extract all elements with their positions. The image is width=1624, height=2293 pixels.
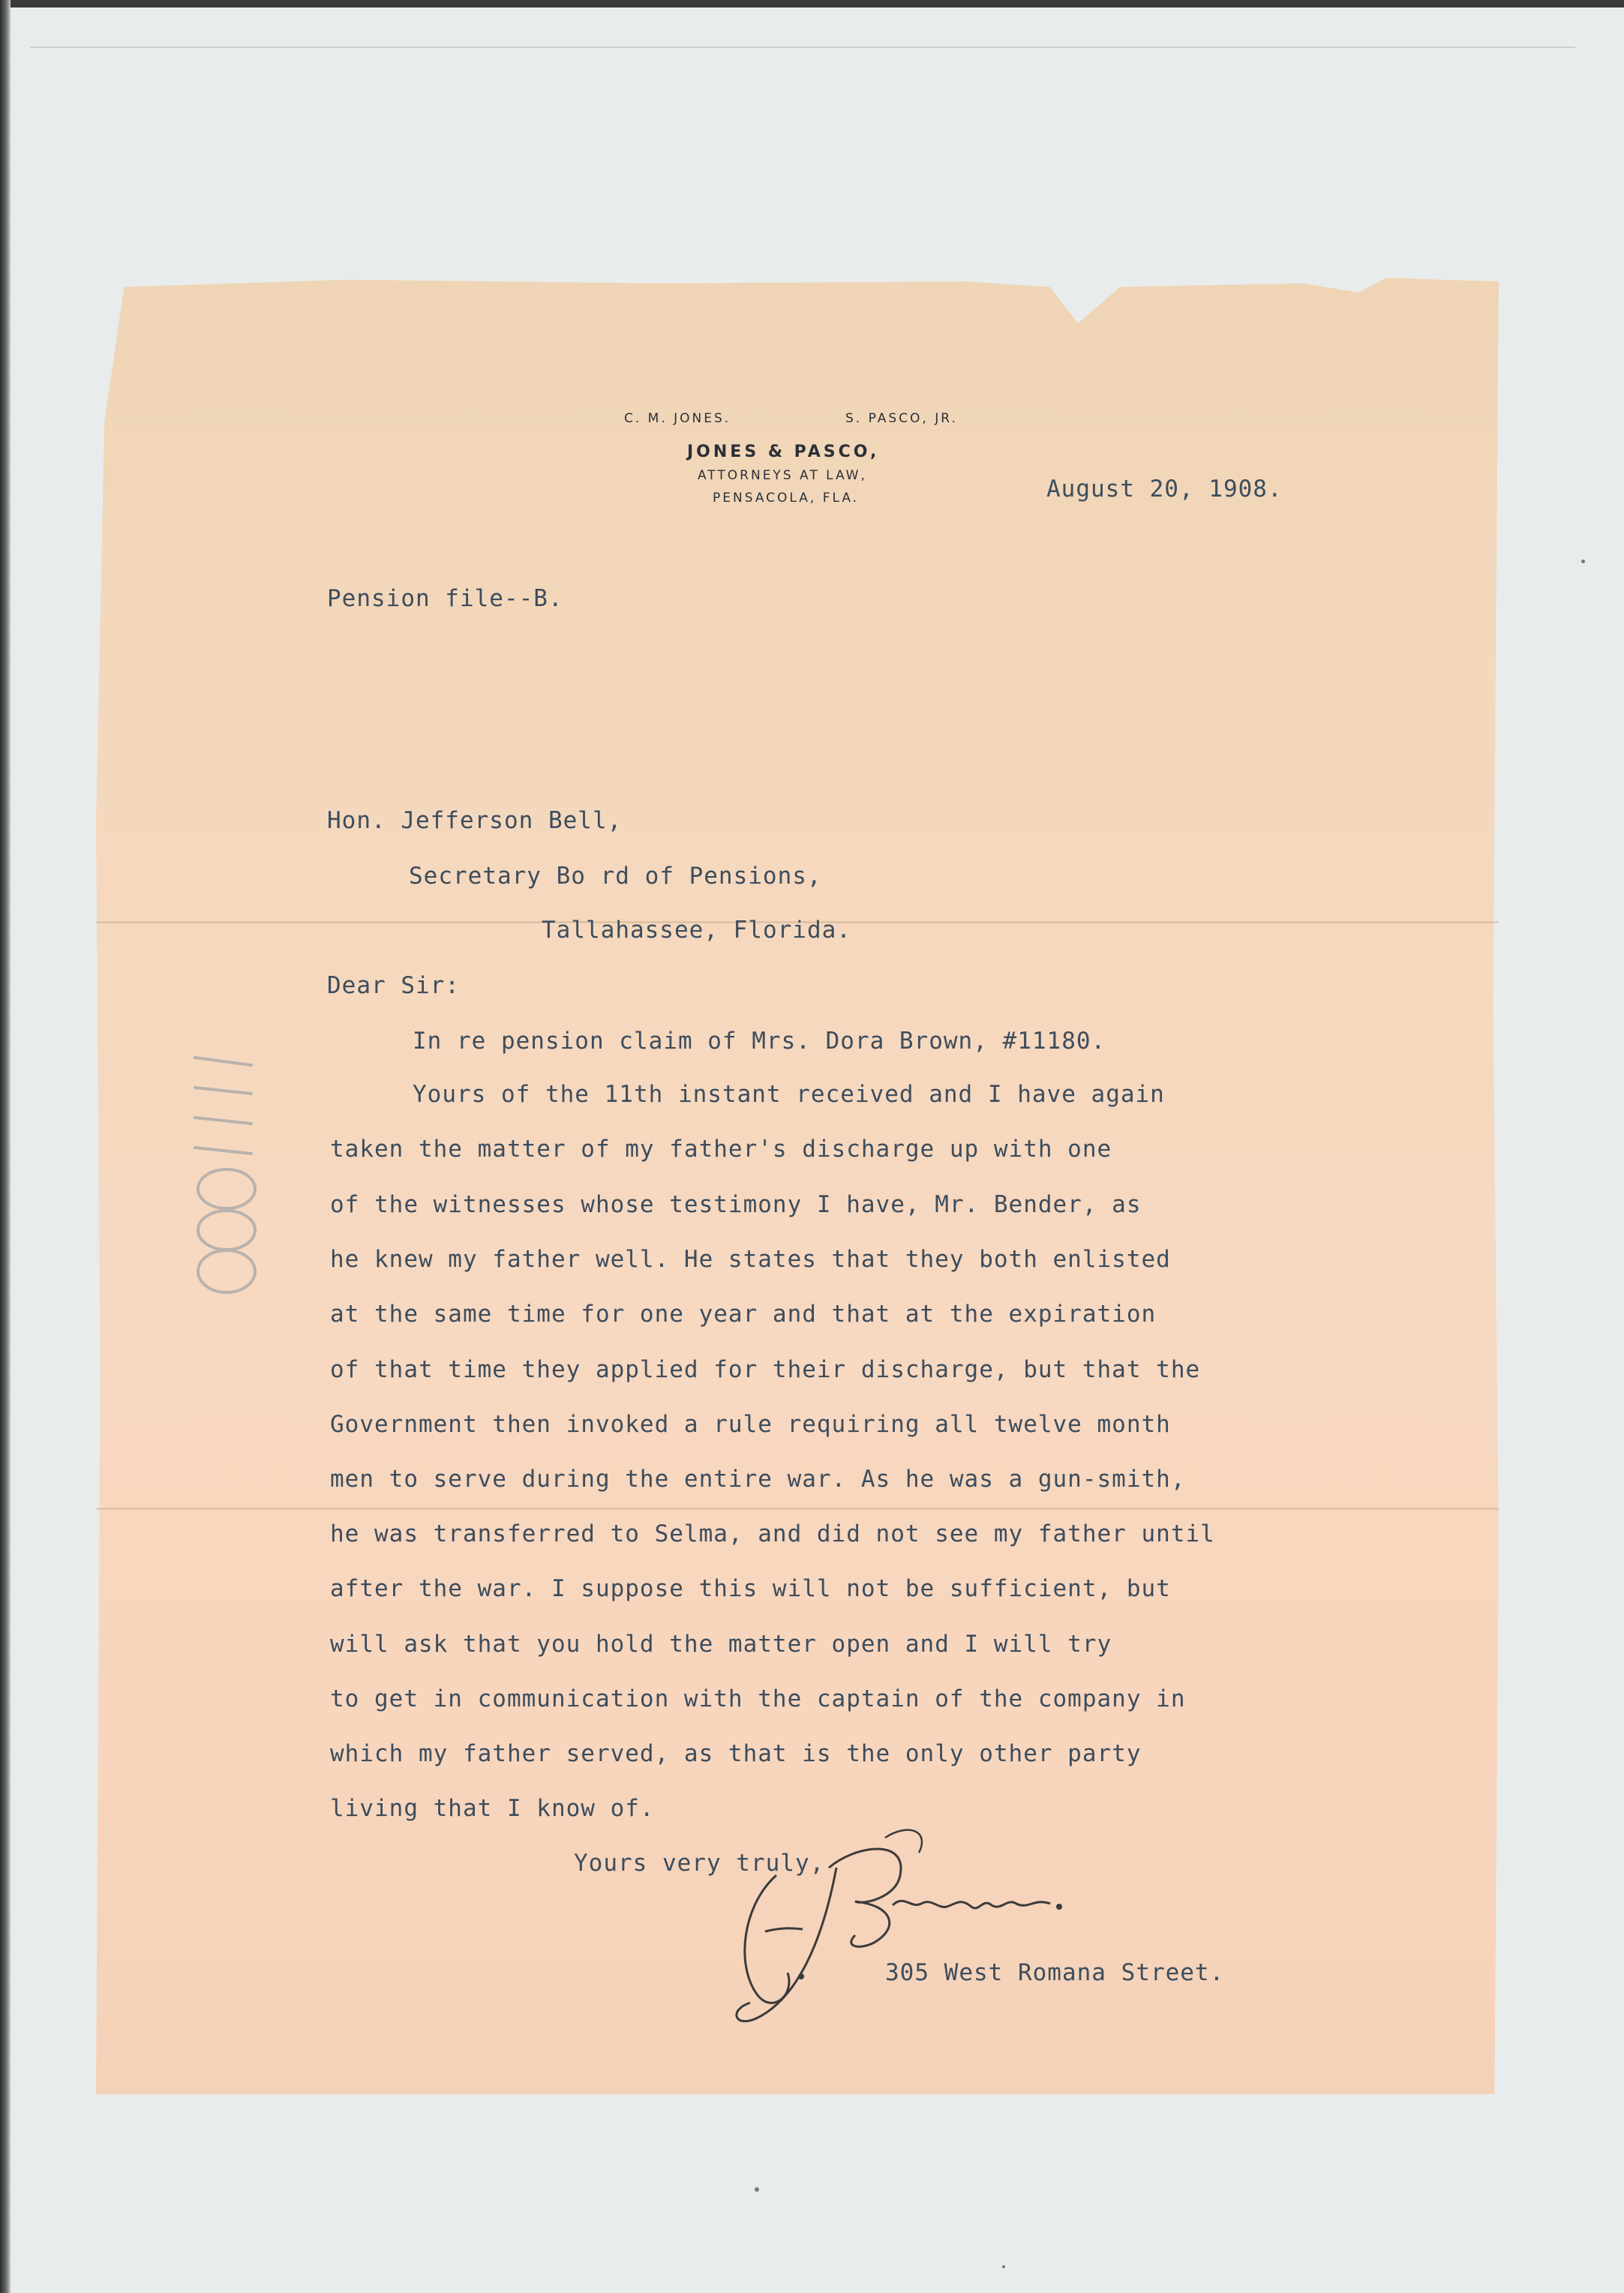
body-line: after the war. I suppose this will not be sufficient, but [330,1575,1171,1602]
letterhead-partner-left: C. M. JONES. [624,411,731,426]
handwritten-signature [713,1823,1133,2040]
recipient-title: Secretary Bo rd of Pensions, [409,863,822,890]
mount-edge-line [30,47,1575,48]
body-line: taken the matter of my father's discharge up with one [330,1136,1112,1163]
speck [755,2187,759,2192]
body-line: at the same time for one year and that at the expiration [330,1301,1157,1328]
subject-line: In re pension claim of Mrs. Dora Brown, #11180. [413,1028,1106,1055]
body-line: of that time they applied for their discharge, but that the [330,1356,1201,1383]
file-reference: Pension file--B. [327,585,563,612]
speck [1581,560,1585,563]
recipient-city: Tallahassee, Florida. [542,917,851,944]
scan-top-border [0,0,1624,8]
letterhead-partner-right: S. PASCO, JR. [845,411,958,426]
letterhead-location: PENSACOLA, FLA. [713,491,860,506]
recipient-name: Hon. Jefferson Bell, [327,807,623,834]
scan-left-border [0,0,11,2293]
body-line: to get in communication with the captain of the company in [330,1685,1186,1712]
letter-date: August 20, 1908. [1046,476,1283,503]
body-line: living that I know of. [330,1795,655,1822]
letterhead-firm-name: JONES & PASCO, [687,443,880,461]
letterhead-subtitle: ATTORNEYS AT LAW, [698,468,867,483]
body-line: will ask that you hold the matter open and I will try [330,1631,1112,1658]
body-line: Government then invoked a rule requiring all twelve month [330,1411,1171,1438]
body-line: which my father served, as that is the only other party [330,1740,1142,1767]
sender-address: 305 West Romana Street. [885,1959,1225,1986]
closing: Yours very truly, [574,1850,825,1877]
body-line: he knew my father well. He states that they both enlisted [330,1246,1171,1273]
speck [1002,2265,1005,2268]
fold-line-lower [96,1508,1499,1510]
body-line: of the witnesses whose testimony I have, Mr. Bender, as [330,1191,1142,1218]
pencil-margin-note [180,1043,278,1298]
body-line: men to serve during the entire war. As he was a gun-smith, [330,1466,1186,1493]
letter-paper [96,276,1499,2094]
body-line: he was transferred to Selma, and did not see my father until [330,1520,1215,1547]
body-line: Yours of the 11th instant received and I have again [413,1081,1165,1108]
salutation: Dear Sir: [327,972,460,999]
